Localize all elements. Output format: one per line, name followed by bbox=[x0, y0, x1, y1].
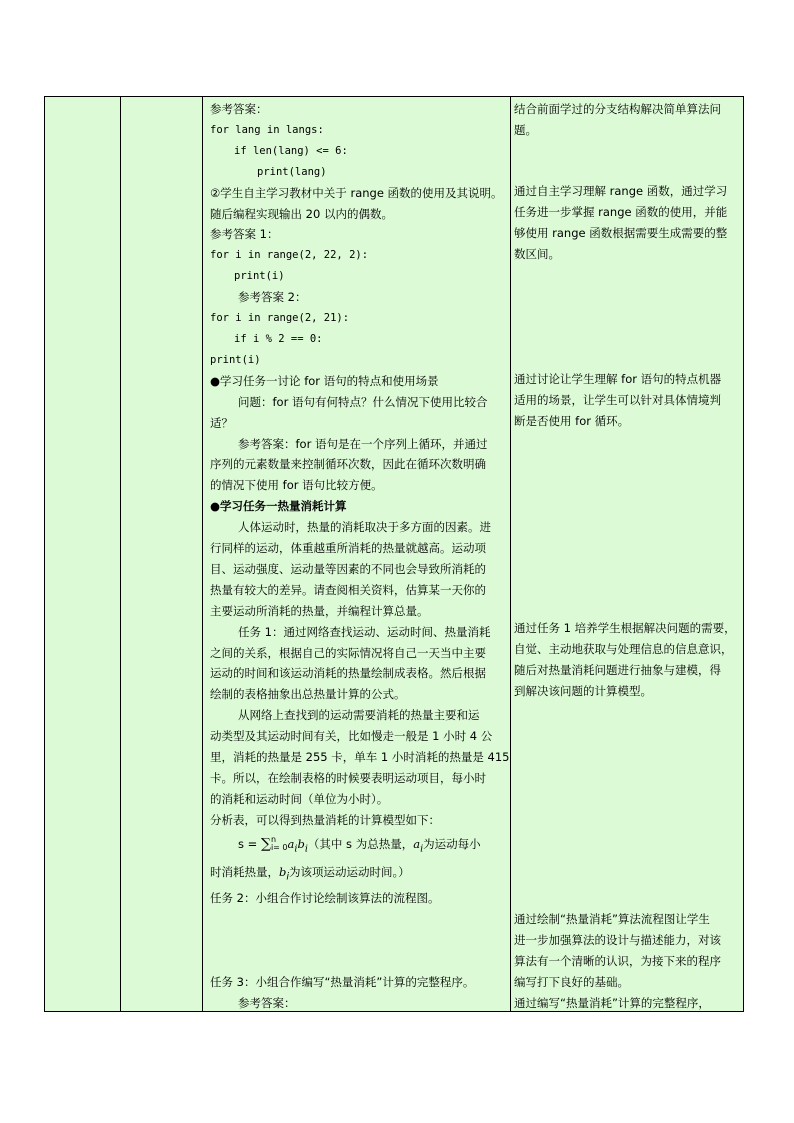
intent-line: 通过任务 1 培养学生根据解决问题的需要， bbox=[514, 621, 736, 635]
task-heading: ●学习任务一讨论 for 语句的特点和使用场景 bbox=[210, 373, 439, 388]
teaching-content-cell bbox=[204, 97, 509, 1011]
intent-line: 算法有一个清晰的认识，为接下来的程序 bbox=[514, 953, 721, 968]
text-line: 热量有较大的差异。请查阅相关资料，估算某一天你的 bbox=[210, 582, 486, 597]
intent-line: 任务进一步掌握 range 函数的使用，并能 bbox=[514, 204, 728, 219]
intent-line: 数区间。 bbox=[514, 246, 560, 261]
intent-line: 适用的场景，让学生可以针对具体情境判 bbox=[514, 392, 721, 407]
text-line: 问题：for 语句有何特点？什么情况下使用比较合 bbox=[238, 394, 488, 409]
text-line: 动类型及其运动时间有关，比如慢走一般是 1 小时 4 公 bbox=[210, 729, 493, 744]
text-line: 绘制的表格抽象出总热量计算的公式。 bbox=[210, 687, 406, 702]
text-line: 时消耗热量，$b_i$为该项运动运动时间。） bbox=[210, 865, 410, 883]
answer-heading: 参考答案： bbox=[238, 996, 296, 1011]
intent-line: 自觉、主动地获取与处理信息的信息意识， bbox=[514, 641, 733, 656]
intent-line: 进一步加强算法的设计与描述能力，对该 bbox=[514, 932, 721, 947]
intent-line: 编写打下良好的基础。 bbox=[514, 974, 629, 989]
code-line: for i in range(2, 22, 2): bbox=[210, 249, 369, 262]
text-line: 任务 3：小组合作编写“热量消耗”计算的完整程序。 bbox=[210, 975, 475, 990]
lesson-table bbox=[44, 96, 744, 1012]
intent-line: 结合前面学过的分支结构解决简单算法问 bbox=[514, 102, 721, 116]
text-line: 人体运动时，热量的消耗取决于多方面的因素。进 bbox=[238, 520, 491, 535]
answer-heading: 参考答案 2： bbox=[238, 290, 307, 305]
energy-formula: s = ∑n $i= 0a_ib_i$（其中 s 为总热量，$a_i$为运动每小 bbox=[238, 835, 481, 855]
column-divider bbox=[120, 97, 121, 1011]
text-line: 之间的关系，根据自己的实际情况将自己一天当中主要 bbox=[210, 645, 486, 660]
intent-line: 断是否使用 for 循环。 bbox=[514, 413, 630, 428]
text-line: 卡。所以，在绘制表格的时候要表明运动项目，每小时 bbox=[210, 771, 486, 785]
text-line: 行同样的运动，体重越重所消耗的热量就越高。运动项 bbox=[210, 541, 486, 556]
intent-line: 够使用 range 函数根据需要生成需要的整 bbox=[514, 225, 728, 240]
text-line: 运动的时间和该运动消耗的热量绘制成表格。然后根据 bbox=[210, 666, 486, 681]
design-intent-cell bbox=[511, 97, 743, 1011]
text-line: 里，消耗的热量是 255 卡，单车 1 小时消耗的热量是 415 bbox=[210, 750, 509, 765]
code-line: print(i) bbox=[234, 270, 285, 283]
text-line: 适？ bbox=[210, 415, 233, 430]
text-line: 参考答案：for 语句是在一个序列上循环，并通过 bbox=[238, 436, 488, 451]
sum-symbol: ∑ bbox=[260, 835, 271, 852]
intent-line: 通过自主学习理解 range 函数，通过学习 bbox=[514, 184, 728, 198]
text-line: 任务 1：通过网络查找运动、运动时间、热量消耗 bbox=[238, 624, 491, 639]
text-line: 序列的元素数量来控制循环次数，因此在循环次数明确 bbox=[210, 457, 486, 472]
code-line: for lang in langs: bbox=[210, 123, 324, 136]
text-line: 的消耗和运动时间（单位为小时）。 bbox=[210, 791, 389, 806]
text-line: 从网络上查找到的运动需要消耗的热量主要和运 bbox=[238, 708, 480, 723]
task-heading: ●学习任务一热量消耗计算 bbox=[210, 499, 347, 514]
intent-line: 通过编写“热量消耗”计算的完整程序， bbox=[514, 995, 710, 1010]
answer-heading: 参考答案 1： bbox=[210, 227, 279, 242]
code-line: if i % 2 == 0: bbox=[234, 332, 323, 345]
text-line: 的情况下使用 for 语句比较方便。 bbox=[210, 478, 383, 493]
code-line: print(lang) bbox=[257, 165, 327, 178]
answer-heading: 参考答案： bbox=[210, 102, 268, 116]
intent-line: 通过绘制“热量消耗”算法流程图让学生 bbox=[514, 912, 710, 926]
code-line: for i in range(2, 21): bbox=[210, 312, 350, 325]
intent-line: 随后对热量消耗问题进行抽象与建模，得 bbox=[514, 662, 721, 677]
column-divider bbox=[202, 97, 203, 1011]
text-line: 目、运动强度、运动量等因素的不同也会导致所消耗的 bbox=[210, 561, 486, 576]
intent-line: 到解决该问题的计算模型。 bbox=[514, 683, 652, 698]
code-line: print(i) bbox=[210, 353, 261, 366]
text-line: 分析表，可以得到热量消耗的计算模型如下： bbox=[210, 812, 440, 827]
text-line: 任务 2：小组合作讨论绘制该算法的流程图。 bbox=[210, 891, 440, 906]
text-line: ②学生自主学习教材中关于 range 函数的使用及其说明。 bbox=[210, 185, 503, 200]
intent-line: 题。 bbox=[514, 122, 537, 137]
text-line: 主要运动所消耗的热量，并编程计算总量。 bbox=[210, 603, 429, 618]
text-line: 随后编程实现输出 20 以内的偶数。 bbox=[210, 206, 393, 221]
code-line: if len(lang) <= 6: bbox=[234, 144, 348, 157]
intent-line: 通过讨论让学生理解 for 语句的特点机器 bbox=[514, 372, 722, 386]
